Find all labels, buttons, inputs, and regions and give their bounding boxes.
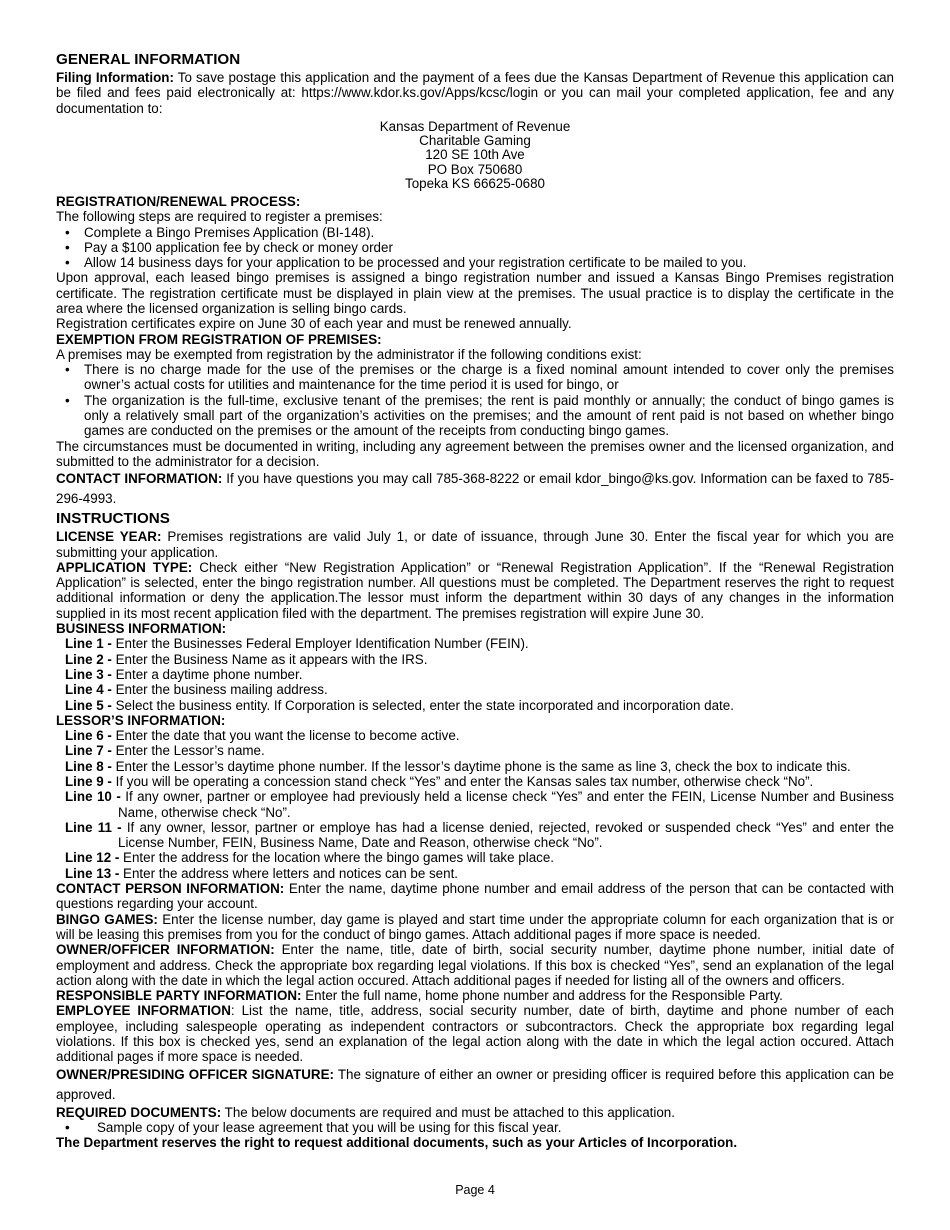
mailing-address bbox=[56, 120, 894, 191]
document-page bbox=[56, 50, 894, 1151]
list-item: • Complete a Bingo Premises Application (BI-148). bbox=[56, 225, 894, 240]
owner-officer-paragraph bbox=[56, 942, 894, 988]
expiration-paragraph: Registration certificates expire on June 30 of each year and must be renewed annually. bbox=[56, 316, 572, 332]
line-text: Enter a daytime phone number. bbox=[111, 666, 303, 682]
lessor-lines bbox=[56, 728, 894, 881]
application-type-text: Check either “New Registration Application” or “Renewal Registration Application”. If the “Renewal Registration Application” is selected, enter the bingo registration number. All questions must be completed. The Department reserves the right to request additional information or deny the application.The lessor must inform the department within 30 days of any changes in the information supplied in its most recent application filed with the department. The premises registration will expire June 30. bbox=[56, 559, 894, 621]
general-information-title: GENERAL INFORMATION bbox=[56, 51, 241, 68]
list-item: • Sample copy of your lease agreement that you will be using for this fiscal year. bbox=[56, 1120, 894, 1135]
line-text: Enter the Lessor’s name. bbox=[111, 743, 265, 759]
employee-text: : List the name, title, address, social security number, date of birth, daytime and phone number of each employee, including salespeople operating as independent contractors or subcontractors. Check the appropriate box regarding legal violations. If this box is checked yes, send an explanation of the legal action along with the date in which the legal action occured. Attach additional pages if more space is needed. bbox=[56, 1003, 894, 1065]
line-text: If you will be operating a concession stand check “Yes” and enter the Kansas sales tax number, otherwise check “No”. bbox=[111, 774, 814, 789]
exemption-intro: A premises may be exempted from registration by the administrator if the following conditions exist: bbox=[56, 346, 642, 362]
exemption-conditions bbox=[56, 362, 894, 438]
page-number: Page 4 bbox=[455, 1183, 495, 1197]
owner-officer-text: Enter the name, title, date of birth, social security number, daytime phone number, initial date of employment and address. Check the appropriate box regarding legal violations. If this box is checked “Yes”, send an explanation of the legal action along with the date in which the legal action occured. Attach additional pages if needed for listing all of the owners and officers. bbox=[56, 942, 894, 988]
instruction-line bbox=[56, 698, 894, 713]
address-line: Charitable Gaming bbox=[419, 133, 531, 149]
registration-heading: REGISTRATION/RENEWAL PROCESS: bbox=[56, 193, 301, 209]
line-text: Enter the Businesses Federal Employer Identification Number (FEIN). bbox=[111, 636, 529, 652]
contact-paragraph bbox=[56, 469, 894, 509]
license-year-paragraph bbox=[56, 529, 894, 560]
filing-information-paragraph bbox=[56, 70, 894, 116]
line-label: Line 6 - bbox=[65, 728, 112, 744]
bingo-games-text: Enter the license number, day game is played and start time under the appropriate column for each organization that is or will be leasing this premises from you for the conduct of bingo games. Attach additional pages if more space is needed. bbox=[56, 911, 894, 942]
line-label: Line 11 - bbox=[65, 819, 122, 835]
lessor-information-heading: LESSOR’S INFORMATION: bbox=[56, 712, 226, 728]
instruction-line bbox=[56, 789, 894, 820]
registration-steps bbox=[56, 225, 894, 271]
instruction-line bbox=[56, 728, 894, 743]
line-text: Enter the Business Name as it appears with the IRS. bbox=[111, 651, 428, 667]
contact-person-paragraph bbox=[56, 881, 894, 912]
line-text: If any owner, partner or employee had previously held a license check “Yes” and enter the FEIN, License Number and Business Name, otherwise check “No”. bbox=[118, 789, 894, 820]
list-item: • Pay a $100 application fee by check or money order bbox=[56, 240, 894, 255]
responsible-party-label: RESPONSIBLE PARTY INFORMATION: bbox=[56, 988, 302, 1004]
registration-intro: The following steps are required to register a premises: bbox=[56, 209, 383, 225]
signature-label: OWNER/PRESIDING OFFICER SIGNATURE: bbox=[56, 1066, 334, 1082]
signature-text: The signature of either an owner or presiding officer is required before this application can be approved. bbox=[56, 1066, 894, 1102]
responsible-party-text: Enter the full name, home phone number and address for the Responsible Party. bbox=[301, 988, 783, 1004]
line-label: Line 7 - bbox=[65, 743, 112, 759]
exemption-heading: EXEMPTION FROM REGISTRATION OF PREMISES: bbox=[56, 331, 382, 347]
instruction-line bbox=[56, 652, 894, 667]
bingo-games-paragraph bbox=[56, 912, 894, 943]
line-label: Line 1 - bbox=[65, 636, 112, 652]
employee-paragraph bbox=[56, 1003, 894, 1064]
line-label: Line 10 - bbox=[65, 789, 121, 805]
responsible-party-paragraph bbox=[56, 988, 894, 1003]
license-year-text: Premises registrations are valid July 1, or date of issuance, through June 30. Enter the fiscal year for which you are submitting your application. bbox=[56, 529, 894, 560]
instruction-line bbox=[56, 820, 894, 851]
list-item: • The organization is the full-time, exclusive tenant of the premises; the rent is paid monthly or annually; the conduct of bingo games is only a relatively small part of the organization’s activities on the premises; and the amount of rent paid is not based on whether bingo games are conducted on the premises or the amount of the receipts from conducting bingo games. bbox=[56, 393, 894, 439]
contact-person-label: CONTACT PERSON INFORMATION: bbox=[56, 881, 285, 897]
line-text: Enter the Lessor’s daytime phone number. If the lessor’s daytime phone is the same as line 3, check the box to indicate this. bbox=[111, 758, 851, 774]
line-text: Enter the address where letters and notices can be sent. bbox=[119, 865, 459, 881]
address-line: 120 SE 10th Ave bbox=[425, 147, 525, 163]
line-label: Line 3 - bbox=[65, 666, 112, 682]
required-documents-list bbox=[56, 1120, 894, 1135]
address-line: PO Box 750680 bbox=[427, 161, 523, 177]
line-label: Line 8 - bbox=[65, 758, 112, 774]
line-label: Line 13 - bbox=[65, 865, 120, 881]
instruction-line bbox=[56, 636, 894, 651]
line-text: Enter the date that you want the license to become active. bbox=[111, 728, 460, 744]
filing-information-text: To save postage this application and the payment of a fees due the Kansas Department of Revenue this application can be filed and fees paid electronically at: https://www.kdor.ks.gov/Apps/kcsc/login or you can mail your completed application, fee and any documentation to: bbox=[56, 70, 894, 116]
instruction-line bbox=[56, 743, 894, 758]
line-text: Select the business entity. If Corporation is selected, enter the state incorporated and incorporation date. bbox=[111, 697, 734, 713]
address-line: Kansas Department of Revenue bbox=[379, 118, 571, 134]
application-type-label: APPLICATION TYPE: bbox=[56, 559, 193, 575]
approval-paragraph: Upon approval, each leased bingo premises is assigned a bingo registration number and issued a Kansas Bingo Premises registration certificate. The registration certificate must be displayed in plain view at the premises. The usual practice is to display the certificate in the area where the licensed organization is selling bingo cards. bbox=[56, 270, 894, 316]
line-label: Line 9 - bbox=[65, 774, 112, 789]
application-type-paragraph bbox=[56, 560, 894, 621]
instruction-line bbox=[56, 682, 894, 697]
instruction-line bbox=[56, 774, 894, 789]
exemption-closing: The circumstances must be documented in writing, including any agreement between the premises owner and the licensed organization, and submitted to the administrator for a decision. bbox=[56, 438, 894, 469]
instruction-line bbox=[56, 866, 894, 881]
line-label: Line 2 - bbox=[65, 651, 112, 667]
employee-label: EMPLOYEE INFORMATION bbox=[56, 1003, 231, 1019]
instruction-line bbox=[56, 667, 894, 682]
business-lines bbox=[56, 636, 894, 712]
line-text: Enter the address for the location where the bingo games will take place. bbox=[119, 850, 555, 866]
signature-paragraph bbox=[56, 1065, 894, 1105]
filing-information-label: Filing Information: bbox=[56, 70, 174, 85]
line-label: Line 5 - bbox=[65, 697, 112, 713]
owner-officer-label: OWNER/OFFICER INFORMATION: bbox=[56, 942, 275, 958]
instruction-line bbox=[56, 759, 894, 774]
closing-statement: The Department reserves the right to request additional documents, such as your Articles of Incorporation. bbox=[56, 1135, 738, 1151]
instructions-title: INSTRUCTIONS bbox=[56, 510, 170, 528]
line-text: If any owner, lessor, partner or employe has had a license denied, rejected, revoked or suspended check “Yes” and enter the License Number, FEIN, Business Name, Date and Reason, otherwise check “No”. bbox=[118, 819, 894, 851]
list-item: • There is no charge made for the use of the premises or the charge is a fixed nominal amount intended to cover only the premises owner’s actual costs for utilities and maintenance for the time period it is used for bingo, or bbox=[56, 362, 894, 393]
contact-text: If you have questions you may call 785-368-8222 or email kdor_bingo@ks.gov. Information can be faxed to 785-296-4993. bbox=[56, 471, 894, 507]
license-year-label: LICENSE YEAR: bbox=[56, 529, 162, 545]
contact-label: CONTACT INFORMATION: bbox=[56, 471, 223, 487]
business-information-heading: BUSINESS INFORMATION: bbox=[56, 621, 227, 637]
address-line: Topeka KS 66625-0680 bbox=[405, 175, 545, 191]
line-text: Enter the business mailing address. bbox=[111, 682, 328, 698]
required-documents-label: REQUIRED DOCUMENTS: bbox=[56, 1104, 222, 1120]
required-documents-text: The below documents are required and must be attached to this application. bbox=[221, 1104, 675, 1120]
instruction-line bbox=[56, 850, 894, 865]
bingo-games-label: BINGO GAMES: bbox=[56, 911, 158, 927]
line-label: Line 4 - bbox=[65, 682, 112, 698]
line-label: Line 12 - bbox=[65, 850, 120, 866]
contact-person-text: Enter the name, daytime phone number and email address of the person that can be contacted with questions regarding your account. bbox=[56, 881, 895, 912]
required-documents-paragraph bbox=[56, 1105, 894, 1120]
list-item: • Allow 14 business days for your application to be processed and your registration certificate to be mailed to you. bbox=[56, 255, 894, 270]
